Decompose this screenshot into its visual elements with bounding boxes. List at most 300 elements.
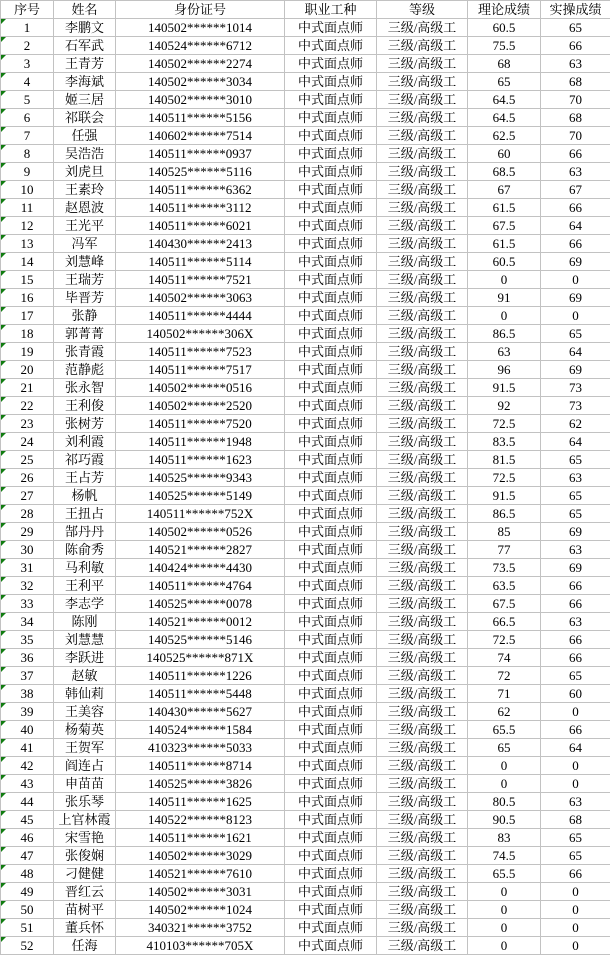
- cell-id[interactable]: 140502******3029: [116, 847, 285, 865]
- cell-no[interactable]: 37: [1, 667, 54, 685]
- cell-level[interactable]: 三级/高级工: [377, 91, 468, 109]
- cell-id[interactable]: 140511******7523: [116, 343, 285, 361]
- cell-practical-score[interactable]: 62: [541, 415, 610, 433]
- cell-practical-score[interactable]: 73: [541, 379, 610, 397]
- cell-practical-score[interactable]: 70: [541, 91, 610, 109]
- cell-occupation[interactable]: 中式面点师: [285, 19, 377, 37]
- cell-id[interactable]: 140521******0012: [116, 613, 285, 631]
- cell-theory-score[interactable]: 81.5: [468, 451, 541, 469]
- cell-no[interactable]: 13: [1, 235, 54, 253]
- cell-practical-score[interactable]: 63: [541, 55, 610, 73]
- cell-level[interactable]: 三级/高级工: [377, 271, 468, 289]
- cell-level[interactable]: 三级/高级工: [377, 721, 468, 739]
- cell-occupation[interactable]: 中式面点师: [285, 919, 377, 937]
- cell-practical-score[interactable]: 0: [541, 901, 610, 919]
- cell-practical-score[interactable]: 0: [541, 757, 610, 775]
- cell-id[interactable]: 140511******5114: [116, 253, 285, 271]
- cell-level[interactable]: 三级/高级工: [377, 145, 468, 163]
- cell-id[interactable]: 410103******705X: [116, 937, 285, 955]
- cell-theory-score[interactable]: 77: [468, 541, 541, 559]
- cell-practical-score[interactable]: 65: [541, 667, 610, 685]
- cell-name[interactable]: 杨帆: [54, 487, 116, 505]
- cell-theory-score[interactable]: 67.5: [468, 595, 541, 613]
- cell-name[interactable]: 王占芳: [54, 469, 116, 487]
- cell-practical-score[interactable]: 68: [541, 811, 610, 829]
- cell-practical-score[interactable]: 63: [541, 793, 610, 811]
- cell-no[interactable]: 18: [1, 325, 54, 343]
- cell-occupation[interactable]: 中式面点师: [285, 793, 377, 811]
- cell-id[interactable]: 140511******1623: [116, 451, 285, 469]
- cell-name[interactable]: 申苗苗: [54, 775, 116, 793]
- cell-name[interactable]: 郭菁菁: [54, 325, 116, 343]
- cell-id[interactable]: 410323******5033: [116, 739, 285, 757]
- cell-level[interactable]: 三级/高级工: [377, 451, 468, 469]
- cell-theory-score[interactable]: 74.5: [468, 847, 541, 865]
- cell-occupation[interactable]: 中式面点师: [285, 631, 377, 649]
- cell-theory-score[interactable]: 72.5: [468, 631, 541, 649]
- cell-name[interactable]: 任海: [54, 937, 116, 955]
- cell-no[interactable]: 10: [1, 181, 54, 199]
- cell-name[interactable]: 刘虎旦: [54, 163, 116, 181]
- cell-occupation[interactable]: 中式面点师: [285, 865, 377, 883]
- cell-name[interactable]: 王扭占: [54, 505, 116, 523]
- cell-practical-score[interactable]: 69: [541, 559, 610, 577]
- cell-name[interactable]: 赵敏: [54, 667, 116, 685]
- cell-practical-score[interactable]: 60: [541, 685, 610, 703]
- cell-no[interactable]: 29: [1, 523, 54, 541]
- cell-name[interactable]: 上官林霞: [54, 811, 116, 829]
- cell-level[interactable]: 三级/高级工: [377, 163, 468, 181]
- cell-no[interactable]: 50: [1, 901, 54, 919]
- cell-theory-score[interactable]: 72.5: [468, 469, 541, 487]
- cell-occupation[interactable]: 中式面点师: [285, 109, 377, 127]
- cell-occupation[interactable]: 中式面点师: [285, 721, 377, 739]
- cell-practical-score[interactable]: 63: [541, 469, 610, 487]
- cell-theory-score[interactable]: 62.5: [468, 127, 541, 145]
- cell-no[interactable]: 32: [1, 577, 54, 595]
- column-header-name[interactable]: 姓名: [54, 1, 116, 19]
- cell-no[interactable]: 45: [1, 811, 54, 829]
- cell-id[interactable]: 140430******5627: [116, 703, 285, 721]
- cell-name[interactable]: 王贺军: [54, 739, 116, 757]
- cell-theory-score[interactable]: 67: [468, 181, 541, 199]
- cell-name[interactable]: 韩仙莉: [54, 685, 116, 703]
- cell-name[interactable]: 王美容: [54, 703, 116, 721]
- cell-occupation[interactable]: 中式面点师: [285, 307, 377, 325]
- cell-occupation[interactable]: 中式面点师: [285, 523, 377, 541]
- cell-theory-score[interactable]: 90.5: [468, 811, 541, 829]
- cell-level[interactable]: 三级/高级工: [377, 199, 468, 217]
- cell-practical-score[interactable]: 69: [541, 361, 610, 379]
- cell-occupation[interactable]: 中式面点师: [285, 37, 377, 55]
- cell-occupation[interactable]: 中式面点师: [285, 397, 377, 415]
- cell-level[interactable]: 三级/高级工: [377, 109, 468, 127]
- cell-name[interactable]: 王素玲: [54, 181, 116, 199]
- cell-theory-score[interactable]: 64.5: [468, 109, 541, 127]
- cell-no[interactable]: 39: [1, 703, 54, 721]
- cell-level[interactable]: 三级/高级工: [377, 181, 468, 199]
- cell-id[interactable]: 140511******4444: [116, 307, 285, 325]
- cell-practical-score[interactable]: 66: [541, 865, 610, 883]
- cell-level[interactable]: 三级/高级工: [377, 793, 468, 811]
- cell-theory-score[interactable]: 0: [468, 271, 541, 289]
- cell-theory-score[interactable]: 74: [468, 649, 541, 667]
- cell-id[interactable]: 140521******7610: [116, 865, 285, 883]
- cell-occupation[interactable]: 中式面点师: [285, 577, 377, 595]
- cell-no[interactable]: 22: [1, 397, 54, 415]
- cell-name[interactable]: 阎连占: [54, 757, 116, 775]
- cell-practical-score[interactable]: 65: [541, 19, 610, 37]
- cell-name[interactable]: 李鹏文: [54, 19, 116, 37]
- cell-practical-score[interactable]: 69: [541, 253, 610, 271]
- cell-practical-score[interactable]: 0: [541, 775, 610, 793]
- cell-level[interactable]: 三级/高级工: [377, 577, 468, 595]
- cell-name[interactable]: 李志学: [54, 595, 116, 613]
- cell-theory-score[interactable]: 96: [468, 361, 541, 379]
- cell-no[interactable]: 35: [1, 631, 54, 649]
- cell-name[interactable]: 张永智: [54, 379, 116, 397]
- cell-occupation[interactable]: 中式面点师: [285, 703, 377, 721]
- cell-id[interactable]: 140524******6712: [116, 37, 285, 55]
- cell-theory-score[interactable]: 64.5: [468, 91, 541, 109]
- cell-occupation[interactable]: 中式面点师: [285, 469, 377, 487]
- cell-occupation[interactable]: 中式面点师: [285, 163, 377, 181]
- cell-id[interactable]: 140521******2827: [116, 541, 285, 559]
- cell-level[interactable]: 三级/高级工: [377, 487, 468, 505]
- cell-id[interactable]: 140511******752X: [116, 505, 285, 523]
- cell-no[interactable]: 6: [1, 109, 54, 127]
- cell-occupation[interactable]: 中式面点师: [285, 289, 377, 307]
- cell-level[interactable]: 三级/高级工: [377, 19, 468, 37]
- cell-level[interactable]: 三级/高级工: [377, 739, 468, 757]
- cell-theory-score[interactable]: 83: [468, 829, 541, 847]
- cell-practical-score[interactable]: 68: [541, 73, 610, 91]
- cell-theory-score[interactable]: 91: [468, 289, 541, 307]
- cell-no[interactable]: 20: [1, 361, 54, 379]
- cell-id[interactable]: 340321******3752: [116, 919, 285, 937]
- cell-practical-score[interactable]: 66: [541, 721, 610, 739]
- cell-occupation[interactable]: 中式面点师: [285, 379, 377, 397]
- cell-theory-score[interactable]: 0: [468, 937, 541, 955]
- cell-id[interactable]: 140511******4764: [116, 577, 285, 595]
- cell-id[interactable]: 140502******2274: [116, 55, 285, 73]
- cell-practical-score[interactable]: 66: [541, 649, 610, 667]
- cell-level[interactable]: 三级/高级工: [377, 361, 468, 379]
- cell-level[interactable]: 三级/高级工: [377, 37, 468, 55]
- cell-level[interactable]: 三级/高级工: [377, 433, 468, 451]
- cell-no[interactable]: 23: [1, 415, 54, 433]
- cell-theory-score[interactable]: 91.5: [468, 379, 541, 397]
- cell-theory-score[interactable]: 85: [468, 523, 541, 541]
- cell-practical-score[interactable]: 0: [541, 937, 610, 955]
- cell-occupation[interactable]: 中式面点师: [285, 235, 377, 253]
- cell-no[interactable]: 27: [1, 487, 54, 505]
- cell-name[interactable]: 陈刚: [54, 613, 116, 631]
- cell-level[interactable]: 三级/高级工: [377, 127, 468, 145]
- cell-theory-score[interactable]: 0: [468, 883, 541, 901]
- cell-level[interactable]: 三级/高级工: [377, 919, 468, 937]
- cell-practical-score[interactable]: 65: [541, 451, 610, 469]
- cell-theory-score[interactable]: 73.5: [468, 559, 541, 577]
- cell-id[interactable]: 140511******1625: [116, 793, 285, 811]
- cell-level[interactable]: 三级/高级工: [377, 253, 468, 271]
- cell-no[interactable]: 38: [1, 685, 54, 703]
- cell-name[interactable]: 姬三居: [54, 91, 116, 109]
- cell-id[interactable]: 140525******871X: [116, 649, 285, 667]
- cell-name[interactable]: 马利敏: [54, 559, 116, 577]
- column-header-theory-score[interactable]: 理论成绩: [468, 1, 541, 19]
- cell-level[interactable]: 三级/高级工: [377, 379, 468, 397]
- cell-level[interactable]: 三级/高级工: [377, 541, 468, 559]
- cell-no[interactable]: 34: [1, 613, 54, 631]
- cell-occupation[interactable]: 中式面点师: [285, 73, 377, 91]
- cell-occupation[interactable]: 中式面点师: [285, 595, 377, 613]
- cell-no[interactable]: 19: [1, 343, 54, 361]
- cell-no[interactable]: 8: [1, 145, 54, 163]
- cell-theory-score[interactable]: 61.5: [468, 199, 541, 217]
- cell-no[interactable]: 1: [1, 19, 54, 37]
- cell-name[interactable]: 赵恩波: [54, 199, 116, 217]
- cell-no[interactable]: 28: [1, 505, 54, 523]
- cell-id[interactable]: 140525******9343: [116, 469, 285, 487]
- cell-practical-score[interactable]: 66: [541, 577, 610, 595]
- cell-theory-score[interactable]: 86.5: [468, 505, 541, 523]
- cell-name[interactable]: 张树芳: [54, 415, 116, 433]
- cell-id[interactable]: 140502******3031: [116, 883, 285, 901]
- cell-name[interactable]: 石军武: [54, 37, 116, 55]
- cell-no[interactable]: 3: [1, 55, 54, 73]
- cell-occupation[interactable]: 中式面点师: [285, 883, 377, 901]
- cell-occupation[interactable]: 中式面点师: [285, 559, 377, 577]
- cell-no[interactable]: 46: [1, 829, 54, 847]
- cell-level[interactable]: 三级/高级工: [377, 811, 468, 829]
- cell-id[interactable]: 140511******1226: [116, 667, 285, 685]
- cell-no[interactable]: 17: [1, 307, 54, 325]
- cell-no[interactable]: 12: [1, 217, 54, 235]
- cell-occupation[interactable]: 中式面点师: [285, 811, 377, 829]
- cell-level[interactable]: 三级/高级工: [377, 613, 468, 631]
- cell-no[interactable]: 40: [1, 721, 54, 739]
- cell-id[interactable]: 140511******7517: [116, 361, 285, 379]
- cell-occupation[interactable]: 中式面点师: [285, 55, 377, 73]
- cell-practical-score[interactable]: 0: [541, 919, 610, 937]
- cell-practical-score[interactable]: 64: [541, 739, 610, 757]
- cell-name[interactable]: 陈俞秀: [54, 541, 116, 559]
- cell-practical-score[interactable]: 63: [541, 541, 610, 559]
- cell-theory-score[interactable]: 61.5: [468, 235, 541, 253]
- cell-no[interactable]: 30: [1, 541, 54, 559]
- cell-level[interactable]: 三级/高级工: [377, 469, 468, 487]
- cell-level[interactable]: 三级/高级工: [377, 901, 468, 919]
- cell-practical-score[interactable]: 65: [541, 325, 610, 343]
- cell-practical-score[interactable]: 73: [541, 397, 610, 415]
- cell-level[interactable]: 三级/高级工: [377, 757, 468, 775]
- cell-id[interactable]: 140502******2520: [116, 397, 285, 415]
- cell-no[interactable]: 5: [1, 91, 54, 109]
- cell-theory-score[interactable]: 65.5: [468, 865, 541, 883]
- cell-id[interactable]: 140424******4430: [116, 559, 285, 577]
- cell-level[interactable]: 三级/高级工: [377, 685, 468, 703]
- cell-practical-score[interactable]: 66: [541, 631, 610, 649]
- cell-theory-score[interactable]: 72.5: [468, 415, 541, 433]
- cell-occupation[interactable]: 中式面点师: [285, 253, 377, 271]
- cell-practical-score[interactable]: 64: [541, 433, 610, 451]
- cell-no[interactable]: 4: [1, 73, 54, 91]
- cell-theory-score[interactable]: 0: [468, 757, 541, 775]
- cell-name[interactable]: 任强: [54, 127, 116, 145]
- cell-no[interactable]: 44: [1, 793, 54, 811]
- cell-theory-score[interactable]: 91.5: [468, 487, 541, 505]
- cell-no[interactable]: 24: [1, 433, 54, 451]
- cell-level[interactable]: 三级/高级工: [377, 307, 468, 325]
- cell-name[interactable]: 张乐琴: [54, 793, 116, 811]
- cell-practical-score[interactable]: 66: [541, 145, 610, 163]
- cell-occupation[interactable]: 中式面点师: [285, 901, 377, 919]
- cell-theory-score[interactable]: 60.5: [468, 19, 541, 37]
- cell-practical-score[interactable]: 69: [541, 289, 610, 307]
- cell-no[interactable]: 2: [1, 37, 54, 55]
- cell-practical-score[interactable]: 66: [541, 595, 610, 613]
- cell-occupation[interactable]: 中式面点师: [285, 217, 377, 235]
- cell-name[interactable]: 刘利霞: [54, 433, 116, 451]
- cell-level[interactable]: 三级/高级工: [377, 523, 468, 541]
- cell-occupation[interactable]: 中式面点师: [285, 91, 377, 109]
- cell-name[interactable]: 祁联会: [54, 109, 116, 127]
- cell-no[interactable]: 14: [1, 253, 54, 271]
- cell-occupation[interactable]: 中式面点师: [285, 343, 377, 361]
- cell-practical-score[interactable]: 66: [541, 199, 610, 217]
- cell-name[interactable]: 李海斌: [54, 73, 116, 91]
- cell-level[interactable]: 三级/高级工: [377, 325, 468, 343]
- cell-no[interactable]: 36: [1, 649, 54, 667]
- cell-name[interactable]: 张青霞: [54, 343, 116, 361]
- cell-id[interactable]: 140511******6362: [116, 181, 285, 199]
- cell-id[interactable]: 140511******6021: [116, 217, 285, 235]
- cell-id[interactable]: 140511******7521: [116, 271, 285, 289]
- cell-no[interactable]: 26: [1, 469, 54, 487]
- cell-name[interactable]: 王青芳: [54, 55, 116, 73]
- cell-occupation[interactable]: 中式面点师: [285, 847, 377, 865]
- cell-occupation[interactable]: 中式面点师: [285, 667, 377, 685]
- cell-name[interactable]: 刘慧慧: [54, 631, 116, 649]
- cell-level[interactable]: 三级/高级工: [377, 235, 468, 253]
- cell-theory-score[interactable]: 68: [468, 55, 541, 73]
- cell-no[interactable]: 51: [1, 919, 54, 937]
- cell-name[interactable]: 张俊娴: [54, 847, 116, 865]
- cell-name[interactable]: 王利俊: [54, 397, 116, 415]
- cell-occupation[interactable]: 中式面点师: [285, 325, 377, 343]
- cell-occupation[interactable]: 中式面点师: [285, 937, 377, 955]
- cell-occupation[interactable]: 中式面点师: [285, 127, 377, 145]
- cell-name[interactable]: 刘慧峰: [54, 253, 116, 271]
- cell-level[interactable]: 三级/高级工: [377, 55, 468, 73]
- cell-practical-score[interactable]: 69: [541, 523, 610, 541]
- cell-id[interactable]: 140525******5146: [116, 631, 285, 649]
- cell-no[interactable]: 49: [1, 883, 54, 901]
- cell-name[interactable]: 范静彪: [54, 361, 116, 379]
- cell-occupation[interactable]: 中式面点师: [285, 451, 377, 469]
- cell-theory-score[interactable]: 86.5: [468, 325, 541, 343]
- cell-no[interactable]: 41: [1, 739, 54, 757]
- cell-name[interactable]: 郜丹丹: [54, 523, 116, 541]
- cell-name[interactable]: 祁巧霞: [54, 451, 116, 469]
- cell-no[interactable]: 52: [1, 937, 54, 955]
- cell-no[interactable]: 25: [1, 451, 54, 469]
- cell-name[interactable]: 王光平: [54, 217, 116, 235]
- cell-theory-score[interactable]: 67.5: [468, 217, 541, 235]
- cell-id[interactable]: 140522******8123: [116, 811, 285, 829]
- cell-level[interactable]: 三级/高级工: [377, 847, 468, 865]
- column-header-level[interactable]: 等级: [377, 1, 468, 19]
- cell-id[interactable]: 140511******5156: [116, 109, 285, 127]
- column-header-occupation[interactable]: 职业工种: [285, 1, 377, 19]
- cell-id[interactable]: 140511******7520: [116, 415, 285, 433]
- cell-practical-score[interactable]: 0: [541, 883, 610, 901]
- cell-practical-score[interactable]: 65: [541, 847, 610, 865]
- cell-practical-score[interactable]: 64: [541, 217, 610, 235]
- cell-practical-score[interactable]: 65: [541, 487, 610, 505]
- cell-name[interactable]: 杨菊英: [54, 721, 116, 739]
- cell-theory-score[interactable]: 92: [468, 397, 541, 415]
- column-header-no[interactable]: 序号: [1, 1, 54, 19]
- cell-occupation[interactable]: 中式面点师: [285, 757, 377, 775]
- cell-practical-score[interactable]: 0: [541, 271, 610, 289]
- cell-practical-score[interactable]: 67: [541, 181, 610, 199]
- cell-theory-score[interactable]: 65: [468, 73, 541, 91]
- cell-practical-score[interactable]: 65: [541, 829, 610, 847]
- cell-theory-score[interactable]: 63.5: [468, 577, 541, 595]
- cell-level[interactable]: 三级/高级工: [377, 505, 468, 523]
- cell-level[interactable]: 三级/高级工: [377, 883, 468, 901]
- cell-occupation[interactable]: 中式面点师: [285, 829, 377, 847]
- cell-theory-score[interactable]: 68.5: [468, 163, 541, 181]
- cell-occupation[interactable]: 中式面点师: [285, 739, 377, 757]
- cell-level[interactable]: 三级/高级工: [377, 649, 468, 667]
- cell-id[interactable]: 140511******0937: [116, 145, 285, 163]
- cell-name[interactable]: 宋雪艳: [54, 829, 116, 847]
- cell-no[interactable]: 31: [1, 559, 54, 577]
- cell-name[interactable]: 晋红云: [54, 883, 116, 901]
- cell-occupation[interactable]: 中式面点师: [285, 685, 377, 703]
- cell-practical-score[interactable]: 66: [541, 235, 610, 253]
- cell-occupation[interactable]: 中式面点师: [285, 649, 377, 667]
- cell-occupation[interactable]: 中式面点师: [285, 415, 377, 433]
- cell-practical-score[interactable]: 63: [541, 163, 610, 181]
- cell-theory-score[interactable]: 83.5: [468, 433, 541, 451]
- cell-name[interactable]: 张静: [54, 307, 116, 325]
- cell-name[interactable]: 冯军: [54, 235, 116, 253]
- cell-theory-score[interactable]: 60: [468, 145, 541, 163]
- cell-id[interactable]: 140525******0078: [116, 595, 285, 613]
- cell-no[interactable]: 21: [1, 379, 54, 397]
- column-header-practical-score[interactable]: 实操成绩: [541, 1, 610, 19]
- cell-level[interactable]: 三级/高级工: [377, 631, 468, 649]
- cell-occupation[interactable]: 中式面点师: [285, 505, 377, 523]
- cell-practical-score[interactable]: 64: [541, 343, 610, 361]
- column-header-id[interactable]: 身份证号: [116, 1, 285, 19]
- cell-id[interactable]: 140502******3063: [116, 289, 285, 307]
- cell-theory-score[interactable]: 0: [468, 901, 541, 919]
- cell-level[interactable]: 三级/高级工: [377, 559, 468, 577]
- cell-level[interactable]: 三级/高级工: [377, 343, 468, 361]
- cell-id[interactable]: 140502******0516: [116, 379, 285, 397]
- cell-level[interactable]: 三级/高级工: [377, 595, 468, 613]
- cell-theory-score[interactable]: 71: [468, 685, 541, 703]
- cell-id[interactable]: 140502******3034: [116, 73, 285, 91]
- cell-occupation[interactable]: 中式面点师: [285, 271, 377, 289]
- cell-practical-score[interactable]: 66: [541, 37, 610, 55]
- cell-occupation[interactable]: 中式面点师: [285, 487, 377, 505]
